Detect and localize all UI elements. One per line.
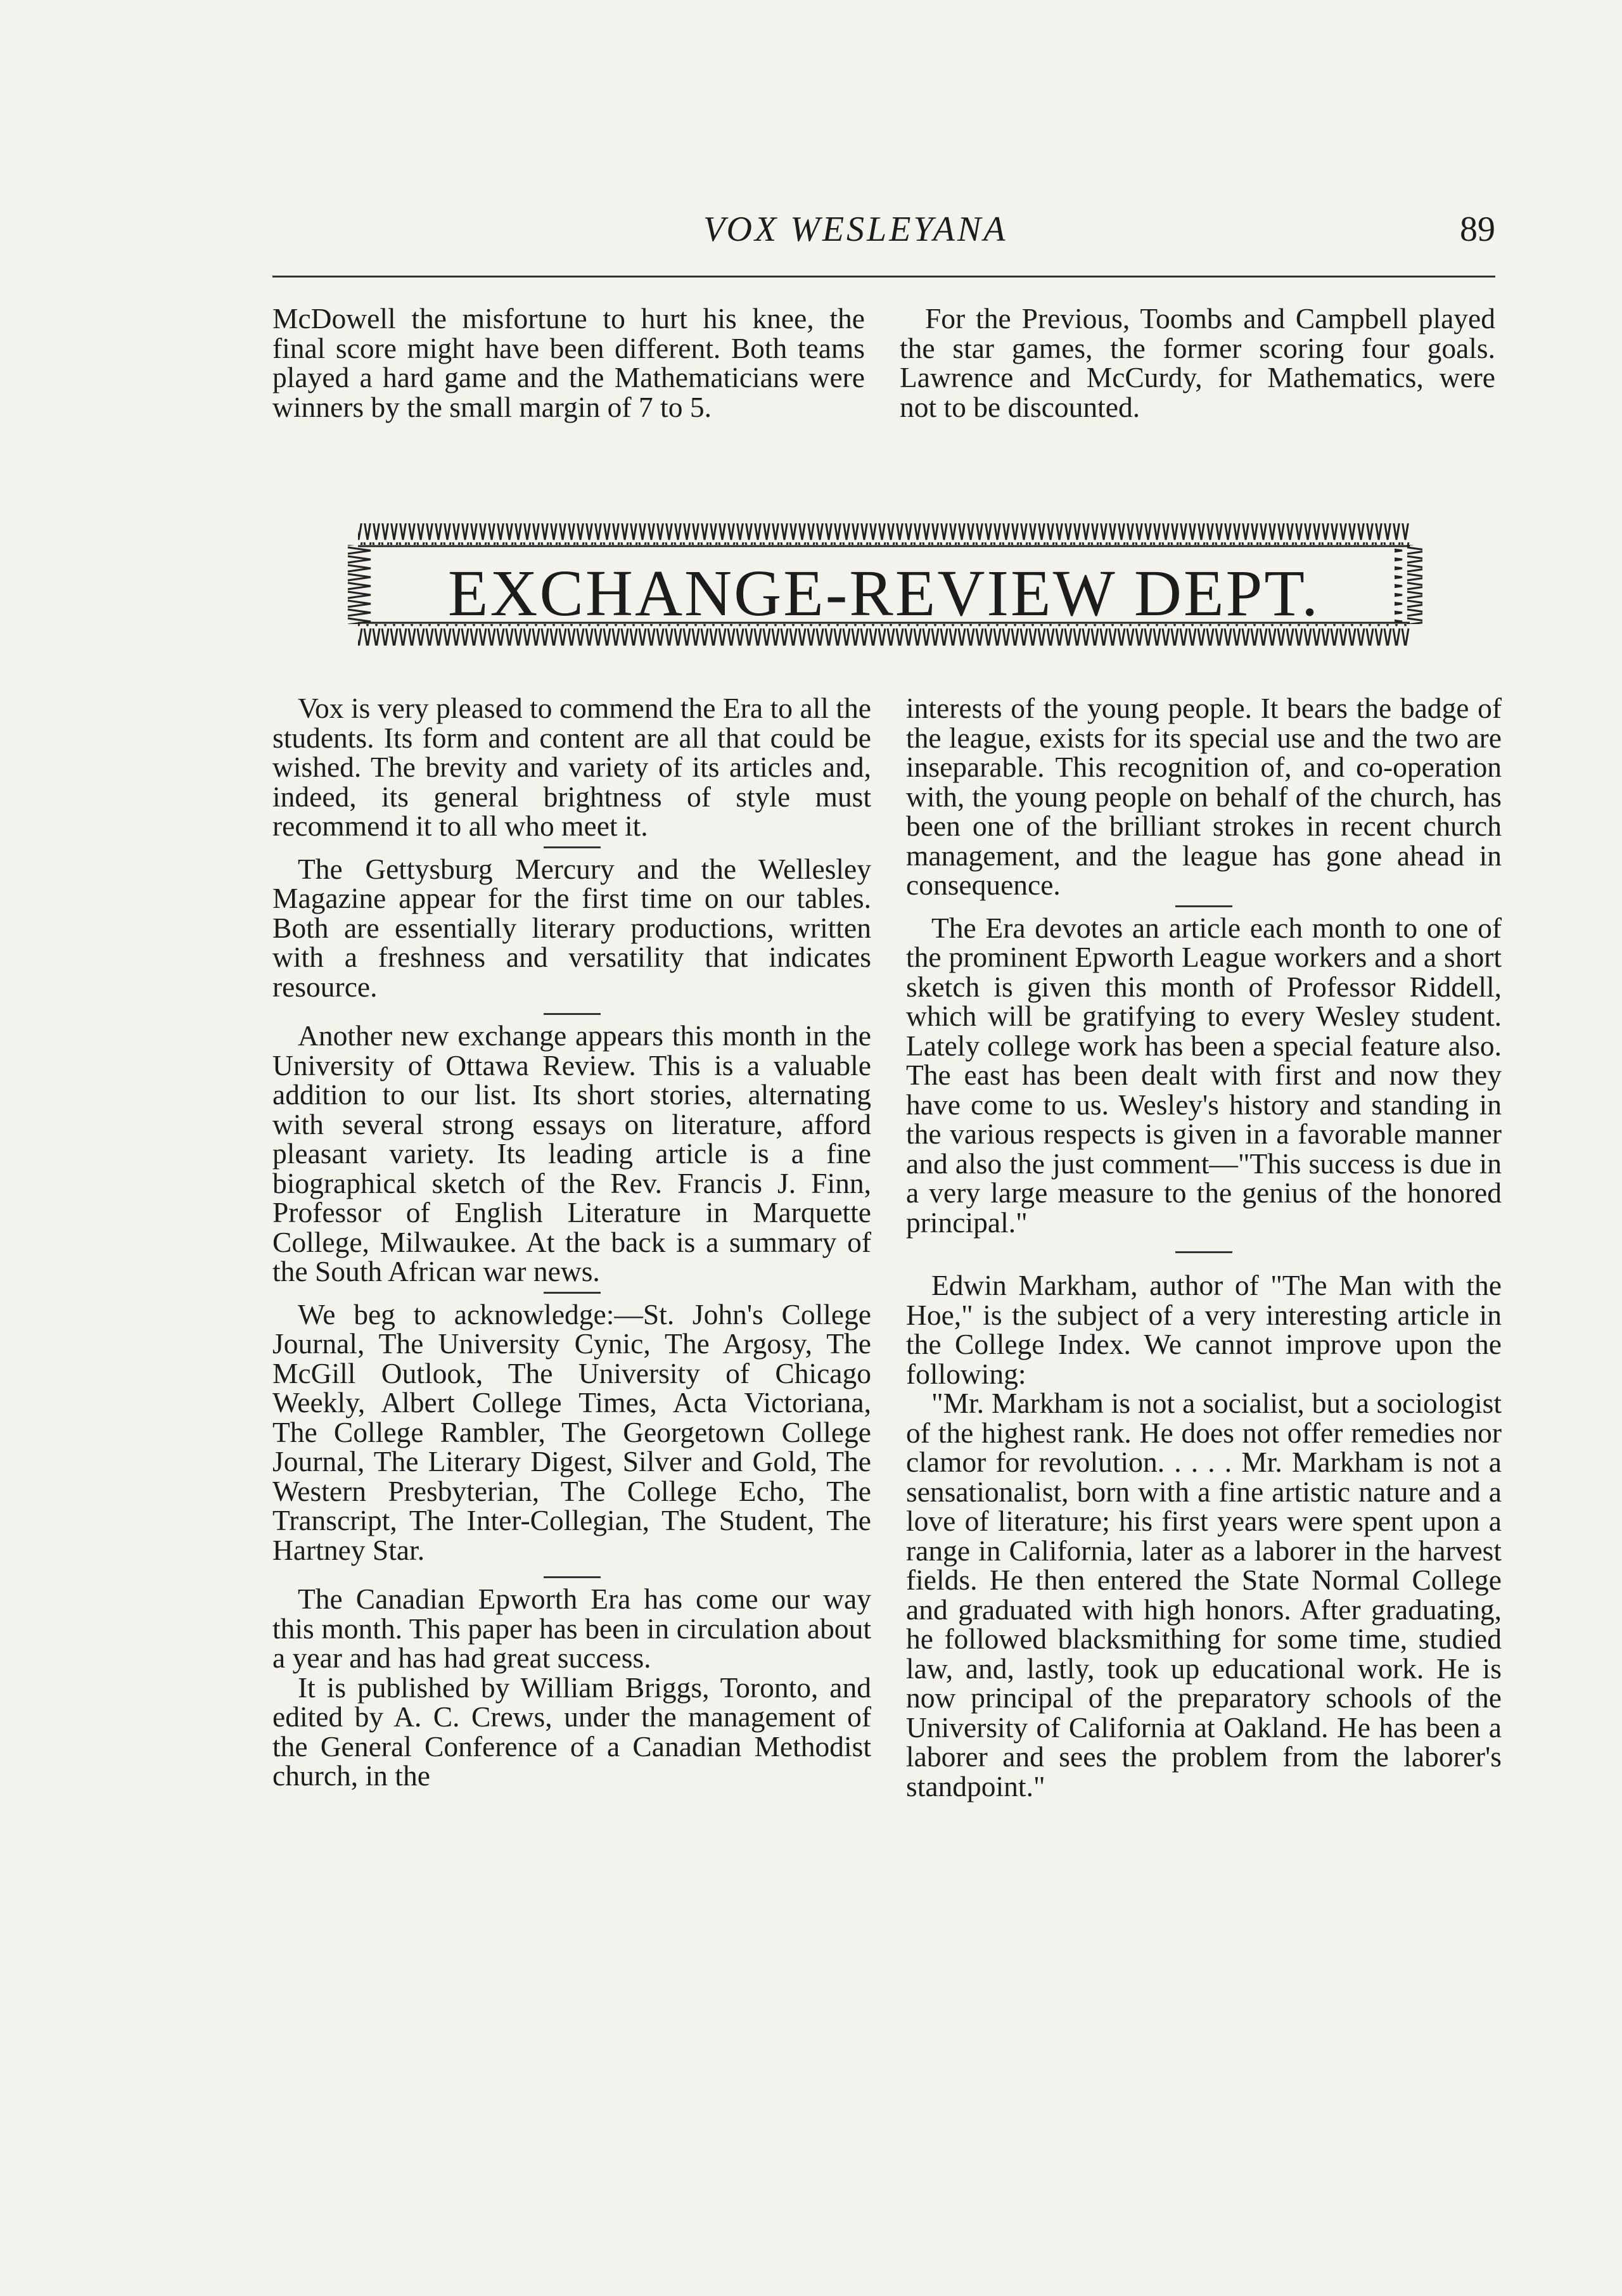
section-banner	[345, 520, 1422, 649]
paragraph: interests of the young people. It bears the badge of the league, exists for its special use and the two are inseparable. This recognition of, and co-operation with, the young people on behalf of the church, has been one of the brilliant strokes in recent church management, and the league has gone ahead in consequence.	[906, 692, 1502, 901]
paragraph: The Canadian Epworth Era has come our way this month. This paper has been in circulation about a year and has had great success.	[272, 1583, 871, 1674]
paragraph: Another new exchange appears this month in the University of Ottawa Review. This is a valuable addition to our list. Its short stories, alternating with several strong essays on literature, afford pleasant variety. Its leading article is a fine biographical sketch of the Rev. Francis J. Finn, Professor of English Literature in Marquette College, Milwaukee. At the back is a summary of the South African war news.	[272, 1019, 871, 1287]
divider	[544, 846, 601, 848]
header-rule	[272, 276, 1495, 277]
continued-paragraph-right: For the Previous, Toombs and Campbell played the star games, the former scoring four goals. Lawrence and McCurdy, for Mathematics, were not to be discounted.	[900, 302, 1495, 423]
paragraph: We beg to acknowledge:—St. John's College Journal, The University Cynic, The Argosy, The McGill Outlook, The University of Chicago Weekly, Albert College Times, Acta Victoriana, The College Rambler, The Georgetown College Journal, The Literary Digest, Silver and Gold, The Western Presbyterian, The College Echo, The Transcript, The Inter-Collegian, The Student, The Hartney Star.	[272, 1298, 871, 1566]
right-column	[906, 694, 1502, 1801]
paragraph: The Era devotes an article each month to one of the prominent Epworth League workers and a short sketch is given this month of Professor Riddell, which will be gratifying to every Wesley student. Lately college work has been a special feature also. The east has been dealt with first and now they have come to us. Wesley's history and standing in the various respects is given in a favorable manner and also the just comment—"This success is due in a very large measure to the genius of the honored principal."	[906, 911, 1502, 1239]
section-title: EXCHANGE-REVIEW DEPT.	[447, 557, 1320, 630]
divider	[1175, 905, 1232, 907]
divider	[544, 1576, 601, 1578]
top-left-column	[272, 304, 865, 422]
divider	[1175, 1251, 1232, 1253]
running-title: VOX WESLEYANA	[703, 210, 1008, 249]
top-right-column	[900, 304, 1495, 422]
divider	[544, 1013, 601, 1015]
paragraph: The Gettysburg Mercury and the Wellesley Magazine appear for the first time on our tables. Both are essentially literary productions, written with a freshness and versatility that indicates resource.	[272, 852, 871, 1003]
continued-paragraph-left: McDowell the misfortune to hurt his knee, the final score might have been different. Both teams played a hard game and the Mathematicians were winners by the small margin of 7 to 5.	[272, 302, 865, 423]
page-number: 89	[1460, 210, 1495, 249]
paragraph: Vox is very pleased to commend the Era to all the students. Its form and content are all that could be wished. The brevity and variety of its articles and, indeed, its general brightness of style must recommend it to all who meet it.	[272, 692, 871, 842]
page-header	[272, 209, 1495, 260]
quotation: "Mr. Markham is not a socialist, but a sociologist of the highest rank. He does not offer remedies nor clamor for revolution. . . . . Mr. Markham is not a sensationalist, born with a fine artistic nature and a love of literature; his first years were spent upon a range in California, later as a laborer in the harvest fields. He then entered the State Normal College and graduated with high honors. After graduating, he followed blacksmithing for some time, studied law, and, lastly, took up educational work. He is now principal of the preparatory schools of the University of California at Oakland. He has been a laborer and sees the problem from the laborer's standpoint."	[906, 1387, 1502, 1802]
paragraph: Edwin Markham, author of "The Man with the Hoe," is the subject of a very interesting article in the College Index. We cannot improve upon the following:	[906, 1269, 1502, 1390]
left-column	[272, 694, 871, 1791]
divider	[544, 1292, 601, 1294]
paragraph: It is published by William Briggs, Toronto, and edited by A. C. Crews, under the management of the General Conference of a Canadian Methodist church, in the	[272, 1671, 871, 1792]
